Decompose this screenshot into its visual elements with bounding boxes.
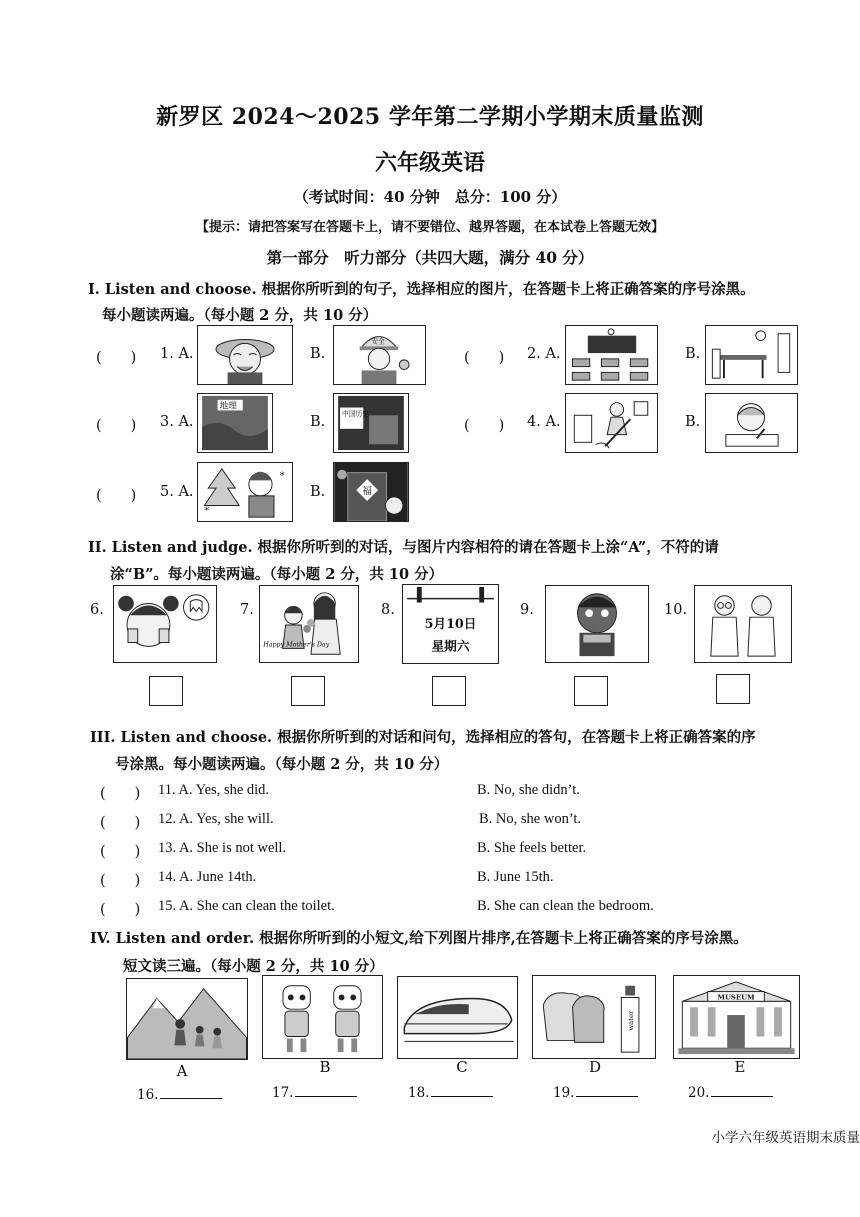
picture-c xyxy=(397,976,518,1059)
two-doctors-icon xyxy=(695,586,791,662)
answer-18-label: 18. xyxy=(408,1085,430,1101)
section1-instruction: I. Listen and choose. 根据你所听到的句子，选择相应的图片，在答题卡上将正确答案的序号涂黑。 xyxy=(88,281,755,298)
high-speed-train-icon xyxy=(398,977,517,1058)
dining-room-icon xyxy=(706,326,797,384)
svg-text:*: * xyxy=(204,505,210,517)
q9-label: 9. xyxy=(520,602,534,618)
bread-and-water-icon xyxy=(533,976,655,1058)
calendar-date: 5月10日 xyxy=(424,615,477,631)
q12-option-a: 12. A. Yes, she will. xyxy=(158,811,274,827)
answer-paren[interactable]: ( ) xyxy=(100,844,141,860)
q6-answer-box[interactable] xyxy=(149,676,183,706)
answer-20-label: 20. xyxy=(688,1085,710,1101)
answer-17-blank[interactable] xyxy=(295,1084,357,1097)
q15-option-b: B. She can clean the bedroom. xyxy=(477,898,654,914)
q7-picture xyxy=(259,585,359,663)
q10-picture xyxy=(694,585,792,663)
q10-label: 10. xyxy=(664,602,688,618)
section2-instruction: II. Listen and judge. 根据你所听到的对话，与图片内容相符的请在答题卡上涂“A”，不符的请 xyxy=(88,539,719,556)
answer-paren[interactable]: ( ) xyxy=(100,815,141,831)
section1-instruction-cont: 每小题读两遍。（每小题 2 分，共 10 分） xyxy=(102,307,378,324)
answer-20-blank[interactable] xyxy=(711,1084,773,1097)
section4-instruction-cont: 短文读三遍。（每小题 2 分，共 10 分） xyxy=(123,958,384,975)
caption-b: B xyxy=(319,1058,331,1076)
q11-option-a: 11. A. Yes, she did. xyxy=(158,782,270,798)
section2-instruction-cont: 涂“B”。每小题读两遍。（每小题 2 分，共 10 分） xyxy=(110,566,444,583)
answer-paren[interactable]: ( ) xyxy=(464,418,505,434)
q3-b-label: B. xyxy=(310,414,326,430)
exam-info: （考试时间：40 分钟 总分：100 分） xyxy=(293,188,567,206)
caption-a: A xyxy=(176,1062,188,1080)
bottle-label: water xyxy=(627,1010,636,1031)
calendar-icon xyxy=(403,585,498,663)
answer-paren[interactable]: ( ) xyxy=(96,350,137,366)
caption-d: D xyxy=(588,1058,602,1076)
q10-answer-box[interactable] xyxy=(716,674,750,704)
answer-16-label: 16. xyxy=(137,1087,159,1103)
answer-paren[interactable]: ( ) xyxy=(96,488,137,504)
q6-picture xyxy=(113,585,217,663)
exam-title: 新罗区 2024～2025 学年第二学期小学期末质量监测 xyxy=(156,104,704,130)
q12-option-b: B. No, she won’t. xyxy=(479,811,582,827)
q13-option-b: B. She feels better. xyxy=(477,840,587,856)
section3-instruction: III. Listen and choose. 根据你所听到的对话和问句，选择相应的答句，在答题卡上将正确答案的序 xyxy=(90,729,756,746)
q5-b-picture xyxy=(333,462,409,522)
part-title: 第一部分 听力部分（共四大题，满分 40 分） xyxy=(266,248,594,267)
answer-18-blank[interactable] xyxy=(431,1084,493,1097)
q8-calendar xyxy=(402,584,499,664)
section3-instruction-cont: 号涂黑。每小题读两遍。（每小题 2 分，共 10 分） xyxy=(115,756,449,773)
history-book-icon xyxy=(334,394,408,452)
boy-headache-icon xyxy=(546,586,648,662)
history-book-title: 中国历史 xyxy=(342,410,370,419)
q11-option-b: B. No, she didn’t. xyxy=(477,782,580,798)
answer-paren[interactable]: ( ) xyxy=(100,786,141,802)
answer-16[interactable] xyxy=(137,1086,222,1103)
caption-e: E xyxy=(734,1058,746,1076)
picture-e xyxy=(673,975,800,1059)
q3-label: 3. A. xyxy=(160,414,194,430)
helmet-text: 安全 xyxy=(371,337,385,346)
q1-a-picture xyxy=(197,325,293,385)
q3-b-picture xyxy=(333,393,409,453)
q6-label: 6. xyxy=(90,602,104,618)
q15-option-a: 15. A. She can clean the toilet. xyxy=(158,898,335,914)
q5-b-label: B. xyxy=(310,484,326,500)
q4-b-picture xyxy=(705,393,798,453)
q2-b-label: B. xyxy=(685,346,701,362)
answer-17[interactable] xyxy=(272,1084,357,1101)
helmet-worker-icon xyxy=(334,326,425,384)
christmas-tree-santa-icon xyxy=(198,463,292,521)
door-character: 福 xyxy=(362,485,372,497)
q14-option-b: B. June 15th. xyxy=(477,869,554,885)
section4-instruction: IV. Listen and order. 根据你所听到的小短文,给下列图片排序,在答题卡上将正确答案的序号涂黑。 xyxy=(90,930,748,947)
exam-subject: 六年级英语 xyxy=(374,150,485,176)
q14-option-a: 14. A. June 14th. xyxy=(158,869,257,885)
q3-a-picture xyxy=(197,393,273,453)
q8-answer-box[interactable] xyxy=(432,676,466,706)
q1-b-label: B. xyxy=(310,346,326,362)
picture-d xyxy=(532,975,656,1059)
museum-sign: MUSEUM xyxy=(717,993,755,1002)
answer-paren[interactable]: ( ) xyxy=(100,902,141,918)
answer-16-blank[interactable] xyxy=(160,1086,222,1099)
answer-paren[interactable]: ( ) xyxy=(100,873,141,889)
geography-book-icon xyxy=(198,394,272,452)
q8-label: 8. xyxy=(381,602,395,618)
picture-b xyxy=(262,975,383,1059)
girl-writing-icon xyxy=(706,394,797,452)
exam-tip: 【提示：请把答案写在答题卡上，请不要错位、越界答题，在本试卷上答题无效】 xyxy=(195,220,664,235)
page-footer: 小学六年级英语期末质量 xyxy=(711,1130,860,1146)
q9-picture xyxy=(545,585,649,663)
q4-a-picture xyxy=(565,393,658,453)
girl-toothache-icon xyxy=(114,586,216,662)
answer-18[interactable] xyxy=(408,1084,493,1101)
q5-label: 5. A. xyxy=(160,484,194,500)
q5-a-picture xyxy=(197,462,293,522)
q13-option-a: 13. A. She is not well. xyxy=(158,840,287,856)
q7-answer-box[interactable] xyxy=(291,676,325,706)
q7-label: 7. xyxy=(240,602,254,618)
q2-a-picture xyxy=(565,325,658,385)
sweeping-floor-icon xyxy=(566,394,657,452)
caption-c: C xyxy=(456,1058,468,1076)
q9-answer-box[interactable] xyxy=(574,676,608,706)
q1-label: 1. A. xyxy=(160,346,194,362)
answer-19-label: 19. xyxy=(553,1085,575,1101)
answer-paren[interactable]: ( ) xyxy=(464,350,505,366)
spring-festival-door-icon xyxy=(334,463,408,521)
svg-text:*: * xyxy=(279,470,285,482)
q4-b-label: B. xyxy=(685,414,701,430)
calendar-weekday: 星期六 xyxy=(431,638,470,654)
museum-icon xyxy=(674,976,799,1058)
answer-19-blank[interactable] xyxy=(576,1084,638,1097)
answer-20[interactable] xyxy=(688,1084,773,1101)
mothers-day-icon xyxy=(260,586,358,662)
q2-b-picture xyxy=(705,325,798,385)
old-man-icon xyxy=(198,326,292,384)
picture-a xyxy=(126,978,248,1060)
q4-label: 4. A. xyxy=(527,414,561,430)
geography-book-title: 地理 xyxy=(219,401,237,412)
robots-icon xyxy=(263,976,382,1058)
mothers-day-card-text: Happy Mother's Day xyxy=(263,641,330,649)
answer-19[interactable] xyxy=(553,1084,638,1101)
answer-17-label: 17. xyxy=(272,1085,294,1101)
q2-label: 2. A. xyxy=(527,346,561,362)
answer-paren[interactable]: ( ) xyxy=(96,418,137,434)
hiking-mountain-icon xyxy=(127,979,247,1059)
classroom-icon xyxy=(566,326,657,384)
q1-b-picture xyxy=(333,325,426,385)
